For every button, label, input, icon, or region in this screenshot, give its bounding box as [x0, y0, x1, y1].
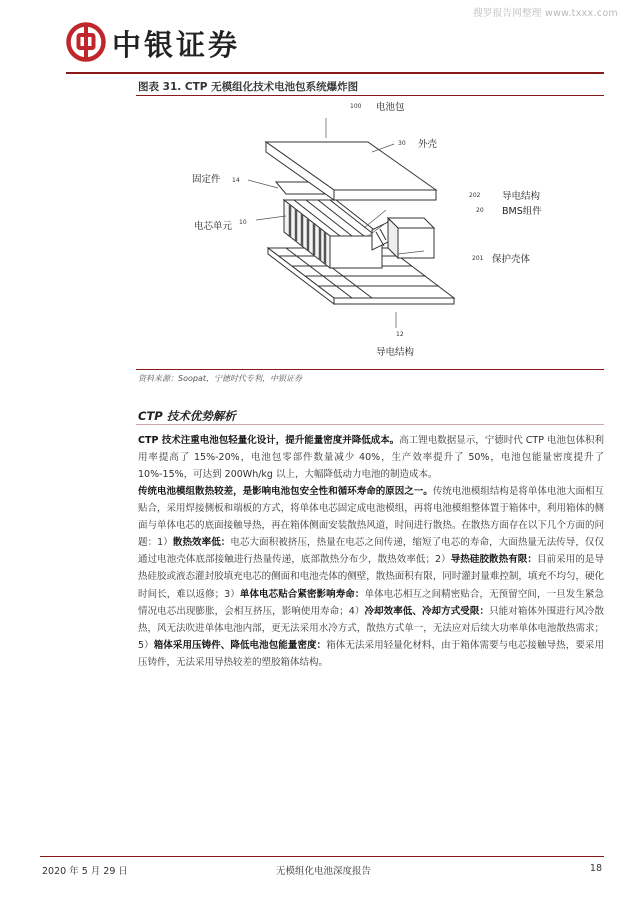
issue-heading: 冷却效率低、冷却方式受限： — [364, 605, 490, 617]
page-header — [66, 22, 604, 68]
label-10: 10 — [239, 219, 247, 226]
paragraph-body: 传统电池模组结构是将单体电池大面相互贴合，采用焊接侧板和端板的方式，将单体电芯固定成电池模组，再将电池模组整体置于箱体中，利用箱体的侧面与单体电芯的底面接触导热，再在箱体侧面安装散热风道，时间进行散热。在散热方面存在以下几个方面的问题：1） — [138, 486, 604, 549]
header-divider — [66, 72, 604, 74]
issue-heading: 单体电芯贴合紧密影响寿命： — [239, 588, 365, 600]
paragraph-body: 箱体无法采用轻量化材料，由于箱体需要与电芯接触导热，要采用压铸件，无法采用导热较差的塑胶箱体结构。 — [138, 639, 604, 668]
figure-bottom-divider — [136, 369, 604, 370]
footer-report-title: 无模组化电池深度报告 — [276, 866, 372, 877]
paragraph-body: 高工锂电数据显示，宁德时代 CTP 电池包体积利用率提高了 15%-20%，电池包零部件数量减少 40%，生产效率提升了 50%，电池包能量密度提升了 10%-15%，可达到 200Wh/kg 以上，大幅降低动力电池的制造成本。 — [138, 435, 604, 481]
label-fixing-part: 固定件 — [192, 174, 221, 185]
label-12: 12 — [396, 331, 404, 338]
label-cell-unit: 电芯单元 — [194, 221, 233, 232]
bank-of-china-logo-icon — [66, 22, 106, 62]
label-201: 201 — [472, 255, 484, 262]
label-202: 202 — [469, 192, 481, 199]
watermark: 搜罗报告网整理 www.txxx.com — [473, 8, 618, 19]
label-bms: BMS组件 — [502, 206, 542, 217]
label-30: 30 — [398, 140, 406, 147]
label-conductor-structure-bottom: 导电结构 — [376, 347, 415, 358]
label-housing: 外壳 — [418, 139, 438, 150]
label-protective-shell: 保护壳体 — [492, 254, 531, 265]
paragraph-ctp-advantage — [138, 432, 604, 483]
footer-divider — [40, 856, 604, 857]
exploded-view-diagram — [136, 96, 604, 366]
label-20: 20 — [476, 207, 484, 214]
paragraph-body: 单体电芯相互之间精密贴合，无预留空间，一旦发生紧急情况电芯出现膨胀，会相互挤压，影响使用寿命；4） — [138, 588, 604, 617]
page-number: 18 — [589, 863, 602, 874]
section-title: CTP 技术优势解析 — [138, 409, 236, 423]
paragraph-body: 目前采用的是导热硅胶或液态灌封胶填充电芯的侧面和电池壳体的侧壁，散热面积有限，同时灌封量难控制，填充不均匀，硬化时间长，难以返修；3） — [138, 554, 604, 600]
brand-name: 中银证券 — [112, 28, 241, 62]
label-14: 14 — [232, 177, 240, 184]
issue-heading: 导热硅胶散热有限： — [450, 554, 537, 566]
paragraph-lead: CTP 技术注重电池包轻量化设计，提升能量密度并降低成本。 — [138, 435, 400, 446]
figure-source: 资料来源：Soopat，宁德时代专利，中银证券 — [138, 374, 302, 383]
issue-heading: 箱体采用压铸件、降低电池包能量密度： — [153, 639, 327, 651]
section-divider — [136, 424, 604, 425]
label-100: 100 — [350, 103, 362, 110]
label-conductor-structure-top: 导电结构 — [502, 191, 541, 202]
paragraph-lead: 传统电池模组散热较差，是影响电池包安全性和循环寿命的原因之一。 — [138, 486, 433, 497]
label-battery-pack: 电池包 — [376, 102, 405, 113]
paragraph-body: 电芯大面积被挤压，热量在电芯之间传递，缩短了电芯的寿命，大面热量无法传导，仅仅通过电池壳体底部接触进行热量传递，底部散热分布少，散热效率低；2） — [138, 537, 604, 566]
figure-title: 图表 31. CTP 无模组化技术电池包系统爆炸图 — [138, 81, 359, 93]
paragraph-thermal-issues — [138, 483, 604, 671]
footer-date: 2020 年 5 月 29 日 — [42, 866, 128, 877]
issue-heading: 散热效率低： — [172, 537, 231, 549]
paragraph-body: 只能对箱体外围进行风冷散热，风无法吹进单体电池内部，更无法采用水冷方式，散热方式单一，无法应对后续大功率单体电池散热需求；5） — [138, 605, 604, 651]
